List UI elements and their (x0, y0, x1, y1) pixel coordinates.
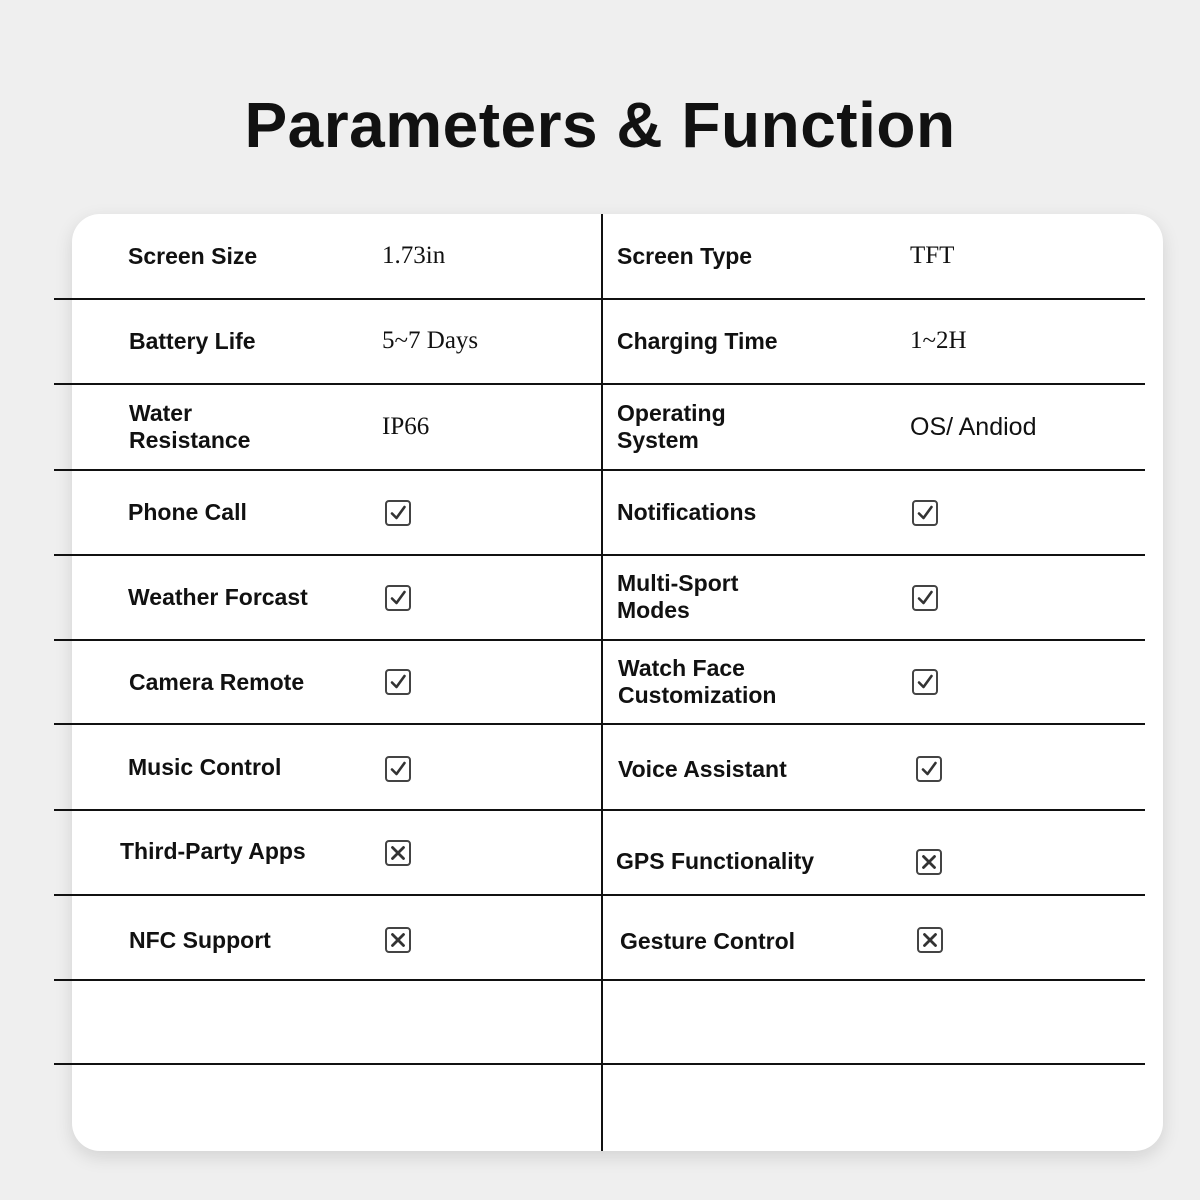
page-title: Parameters & Function (244, 89, 956, 161)
spec-value: TFT (910, 242, 955, 269)
feature-status (385, 471, 411, 555)
feature-status (385, 727, 411, 811)
spec-label: Battery Life (129, 327, 256, 354)
spec-label: Screen Size (128, 242, 258, 269)
spec-label: Screen Type (617, 242, 753, 269)
feature-status (912, 640, 938, 724)
checkbox-checked-icon (916, 756, 942, 782)
checkbox-checked-icon (912, 585, 938, 611)
column-divider (601, 214, 603, 1151)
feature-status (916, 727, 942, 811)
spec-value: 5~7 Days (382, 327, 479, 354)
checkbox-checked-icon (385, 500, 411, 526)
spec-label: Watch Face Customization (618, 655, 777, 708)
checkbox-checked-icon (912, 669, 938, 695)
row-divider (54, 1063, 1145, 1065)
spec-value: 1.73in (382, 242, 446, 269)
feature-status (385, 898, 411, 982)
checkbox-checked-icon (385, 756, 411, 782)
feature-status (916, 820, 942, 904)
spec-label: Camera Remote (129, 668, 305, 695)
spec-label: NFC Support (129, 926, 271, 953)
spec-label: Charging Time (617, 327, 778, 354)
spec-label: Voice Assistant (618, 755, 787, 782)
spec-value: OS/ Andiod (910, 412, 1037, 441)
feature-status (385, 640, 411, 724)
spec-label: Third-Party Apps (120, 837, 306, 864)
feature-status (917, 898, 943, 982)
checkbox-crossed-icon (385, 927, 411, 953)
spec-label: Gesture Control (620, 927, 796, 954)
checkbox-crossed-icon (385, 840, 411, 866)
spec-label: Operating System (617, 400, 726, 453)
checkbox-checked-icon (385, 585, 411, 611)
feature-status (385, 556, 411, 640)
spec-label: Phone Call (128, 498, 247, 525)
spec-label: Water Resistance (129, 400, 251, 453)
feature-status (912, 471, 938, 555)
spec-label: Weather Forcast (128, 583, 308, 610)
feature-status (385, 811, 411, 895)
feature-status (912, 556, 938, 640)
spec-label: Notifications (617, 498, 757, 525)
spec-label: GPS Functionality (616, 847, 815, 874)
row-divider (54, 894, 1145, 896)
checkbox-checked-icon (385, 669, 411, 695)
spec-label: Music Control (128, 753, 282, 780)
spec-label: Multi-Sport Modes (617, 570, 739, 623)
checkbox-crossed-icon (917, 927, 943, 953)
checkbox-checked-icon (912, 500, 938, 526)
spec-value: 1~2H (910, 327, 967, 354)
checkbox-crossed-icon (916, 849, 942, 875)
spec-value: IP66 (382, 413, 430, 440)
